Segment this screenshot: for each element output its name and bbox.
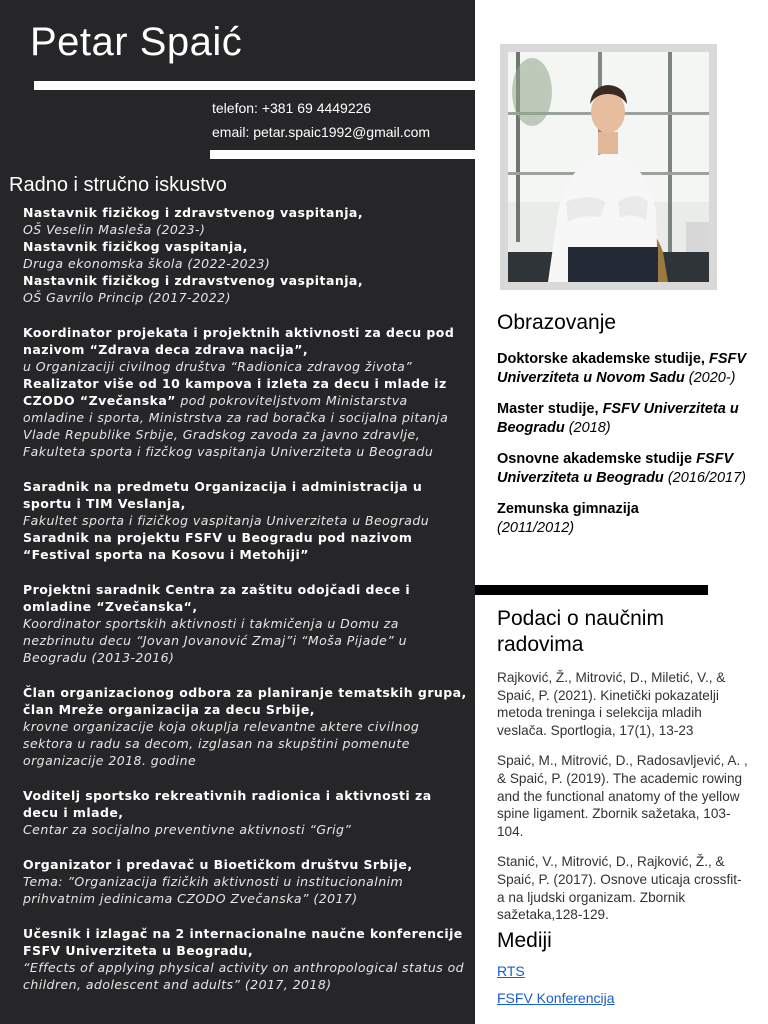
fsfv-konferencija-link[interactable]: FSFV Konferencija — [497, 990, 615, 1006]
education-years: (2018) — [568, 419, 611, 436]
experience-place: Druga ekonomska škola (2022-2023) — [23, 256, 271, 271]
divider-bar — [210, 150, 475, 159]
section-divider — [475, 585, 708, 595]
rts-link[interactable]: RTS — [497, 963, 525, 979]
experience-place: Tema: ”Organizacija fizičkih aktivnosti u institucionalnim prihvatnim jedinicama CZODO Zvečanska” (2017) — [23, 874, 404, 906]
education-item — [497, 500, 752, 537]
experience-list — [23, 204, 468, 1011]
experience-role: Učesnik i izlagač na 2 internacionalne naučne konferencije FSFV Univerziteta u Beogradu, — [23, 926, 463, 958]
experience-role: Saradnik na predmetu Organizacija i administracija u sportu i TIM Veslanja, — [23, 479, 423, 511]
experience-place: Koordinator sportskih aktivnosti i takmičenja u Domu za nezbrinutu decu “Jovan Jovanović Zmaj”i “Moša Pijade” u Beogradu (2013-2016) — [23, 616, 407, 665]
experience-entry — [23, 204, 468, 238]
education-institution: FSFV Univerziteta u Beogradu — [497, 401, 739, 436]
experience-place: Centar za socijalno preventivne aktivnosti “Grig” — [23, 822, 352, 837]
experience-role: Nastavnik fizičkog i zdravstvenog vaspitanja, — [23, 205, 364, 220]
experience-role: Član organizacionog odbora za planiranje tematskih grupa, član Mreže organizacija za decu Srbije, — [23, 685, 467, 717]
publication-item: Spaić, M., Mitrović, D., Radosavljević, A. , & Spaić, P. (2019). The academic rowing and the functional anatomy of the yellow spine ligament. Zbornik sažetaka, 103-104. — [497, 753, 748, 839]
experience-entry — [23, 529, 468, 563]
education-degree: Doktorske akademske studije, — [497, 351, 705, 367]
experience-role: Voditelj sportsko rekreativnih radionica i aktivnosti za decu i mlade, — [23, 788, 432, 820]
experience-place: OŠ Veselin Masleša (2023-) — [23, 222, 206, 237]
experience-place: pod pokroviteljstvom Ministarstva omladine i sporta, Ministrstva za rad boračka i socijalna pitanja Vlade Republike Srbije, Gradskog zavoda za javno zdravlje, Fakulteta sporta i fizčkog vaspitanja Univerziteta u Beogradu — [23, 393, 449, 459]
experience-role: Saradnik na projektu FSFV u Beogradu pod nazivom “Festival sporta na Kosovu i Metohiji” — [23, 530, 413, 562]
experience-role: Projektni saradnik Centra za zaštitu odojčadi dece i omladine “Zvečanska“, — [23, 582, 411, 614]
education-degree: Osnovne akademske studije — [497, 451, 693, 467]
profile-photo-illustration — [508, 52, 709, 282]
publications-title: Podaci o naučnim radovima — [497, 607, 664, 656]
education-list — [497, 350, 752, 550]
education-item — [497, 450, 752, 487]
publications-list — [497, 669, 749, 937]
experience-entry — [23, 925, 468, 993]
media-title: Mediji — [497, 929, 552, 952]
experience-entry — [23, 581, 468, 666]
phone-text: telefon: +381 69 4449226 — [212, 100, 372, 116]
experience-role: Organizator i predavač u Bioetičkom društvu Srbije, — [23, 857, 413, 872]
education-item — [497, 400, 752, 437]
experience-place: “Effects of applying physical activity on anthropological status od children, adolescent and adults” (2017, 2018) — [23, 960, 465, 992]
experience-title: Radno i stručno iskustvo — [9, 174, 227, 196]
education-degree: Zemunska gimnazija — [497, 501, 639, 517]
education-years: (2016/2017) — [667, 469, 747, 486]
experience-role: Nastavnik fizičkog i zdravstvenog vaspitanja, — [23, 273, 364, 288]
experience-role: Realizator više od 10 kampova i izleta za decu i mlade iz CZODO “Zvečanska” — [23, 376, 447, 408]
publication-item: Stanić, V., Mitrović, D., Rajković, Ž., & Spaić, P. (2017). Osnove uticaja crossfit-a na ljudski organizam. Zbornik sažetaka,128-129. — [497, 854, 742, 923]
education-degree: Master studije, — [497, 401, 599, 417]
experience-entry — [23, 856, 468, 907]
experience-entry — [23, 324, 468, 375]
education-item — [497, 350, 752, 387]
experience-role: Koordinator projekata i projektnih aktivnosti za decu pod nazivom “Zdrava deca zdrava nacija”, — [23, 325, 455, 357]
contact-block — [212, 96, 430, 144]
experience-entry — [23, 238, 468, 272]
experience-role: Nastavnik fizičkog vaspitanja, — [23, 239, 248, 254]
experience-place: Fakultet sporta i fizičkog vaspitanja Univerziteta u Beogradu — [23, 513, 430, 528]
experience-entry — [23, 684, 468, 769]
experience-place: u Organizaciji civilnog društva “Radionica zdravog života” — [23, 359, 413, 374]
profile-photo-frame — [500, 44, 717, 290]
education-institution: FSFV Univerziteta u Novom Sadu — [497, 351, 747, 386]
education-title: Obrazovanje — [497, 311, 617, 334]
email-text: email: petar.spaic1992@gmail.com — [212, 124, 431, 140]
profile-photo — [508, 52, 709, 282]
divider-bar — [34, 81, 475, 90]
education-institution: FSFV Univerziteta u Beogradu — [497, 451, 734, 486]
person-name: Petar Spaić — [30, 20, 243, 64]
experience-entry — [23, 375, 468, 460]
experience-entry — [23, 787, 468, 838]
experience-entry — [23, 478, 468, 529]
experience-entry — [23, 272, 468, 306]
education-years: (2020-) — [688, 369, 736, 386]
education-years: (2011/2012) — [497, 519, 575, 536]
experience-place: OŠ Gavrilo Princip (2017-2022) — [23, 290, 231, 305]
experience-place: krovne organizacije koja okuplja relevantne aktere civilnog sektora u radu sa decom, izglasan na skupštini pomenute organizacije 2018. godine — [23, 719, 420, 768]
publication-item: Rajković, Ž., Mitrović, D., Miletić, V., & Spaić, P. (2021). Kinetički pokazatelji metoda treninga i selekcija mladih veslača. Sportlogia, 17(1), 13-23 — [497, 670, 726, 738]
